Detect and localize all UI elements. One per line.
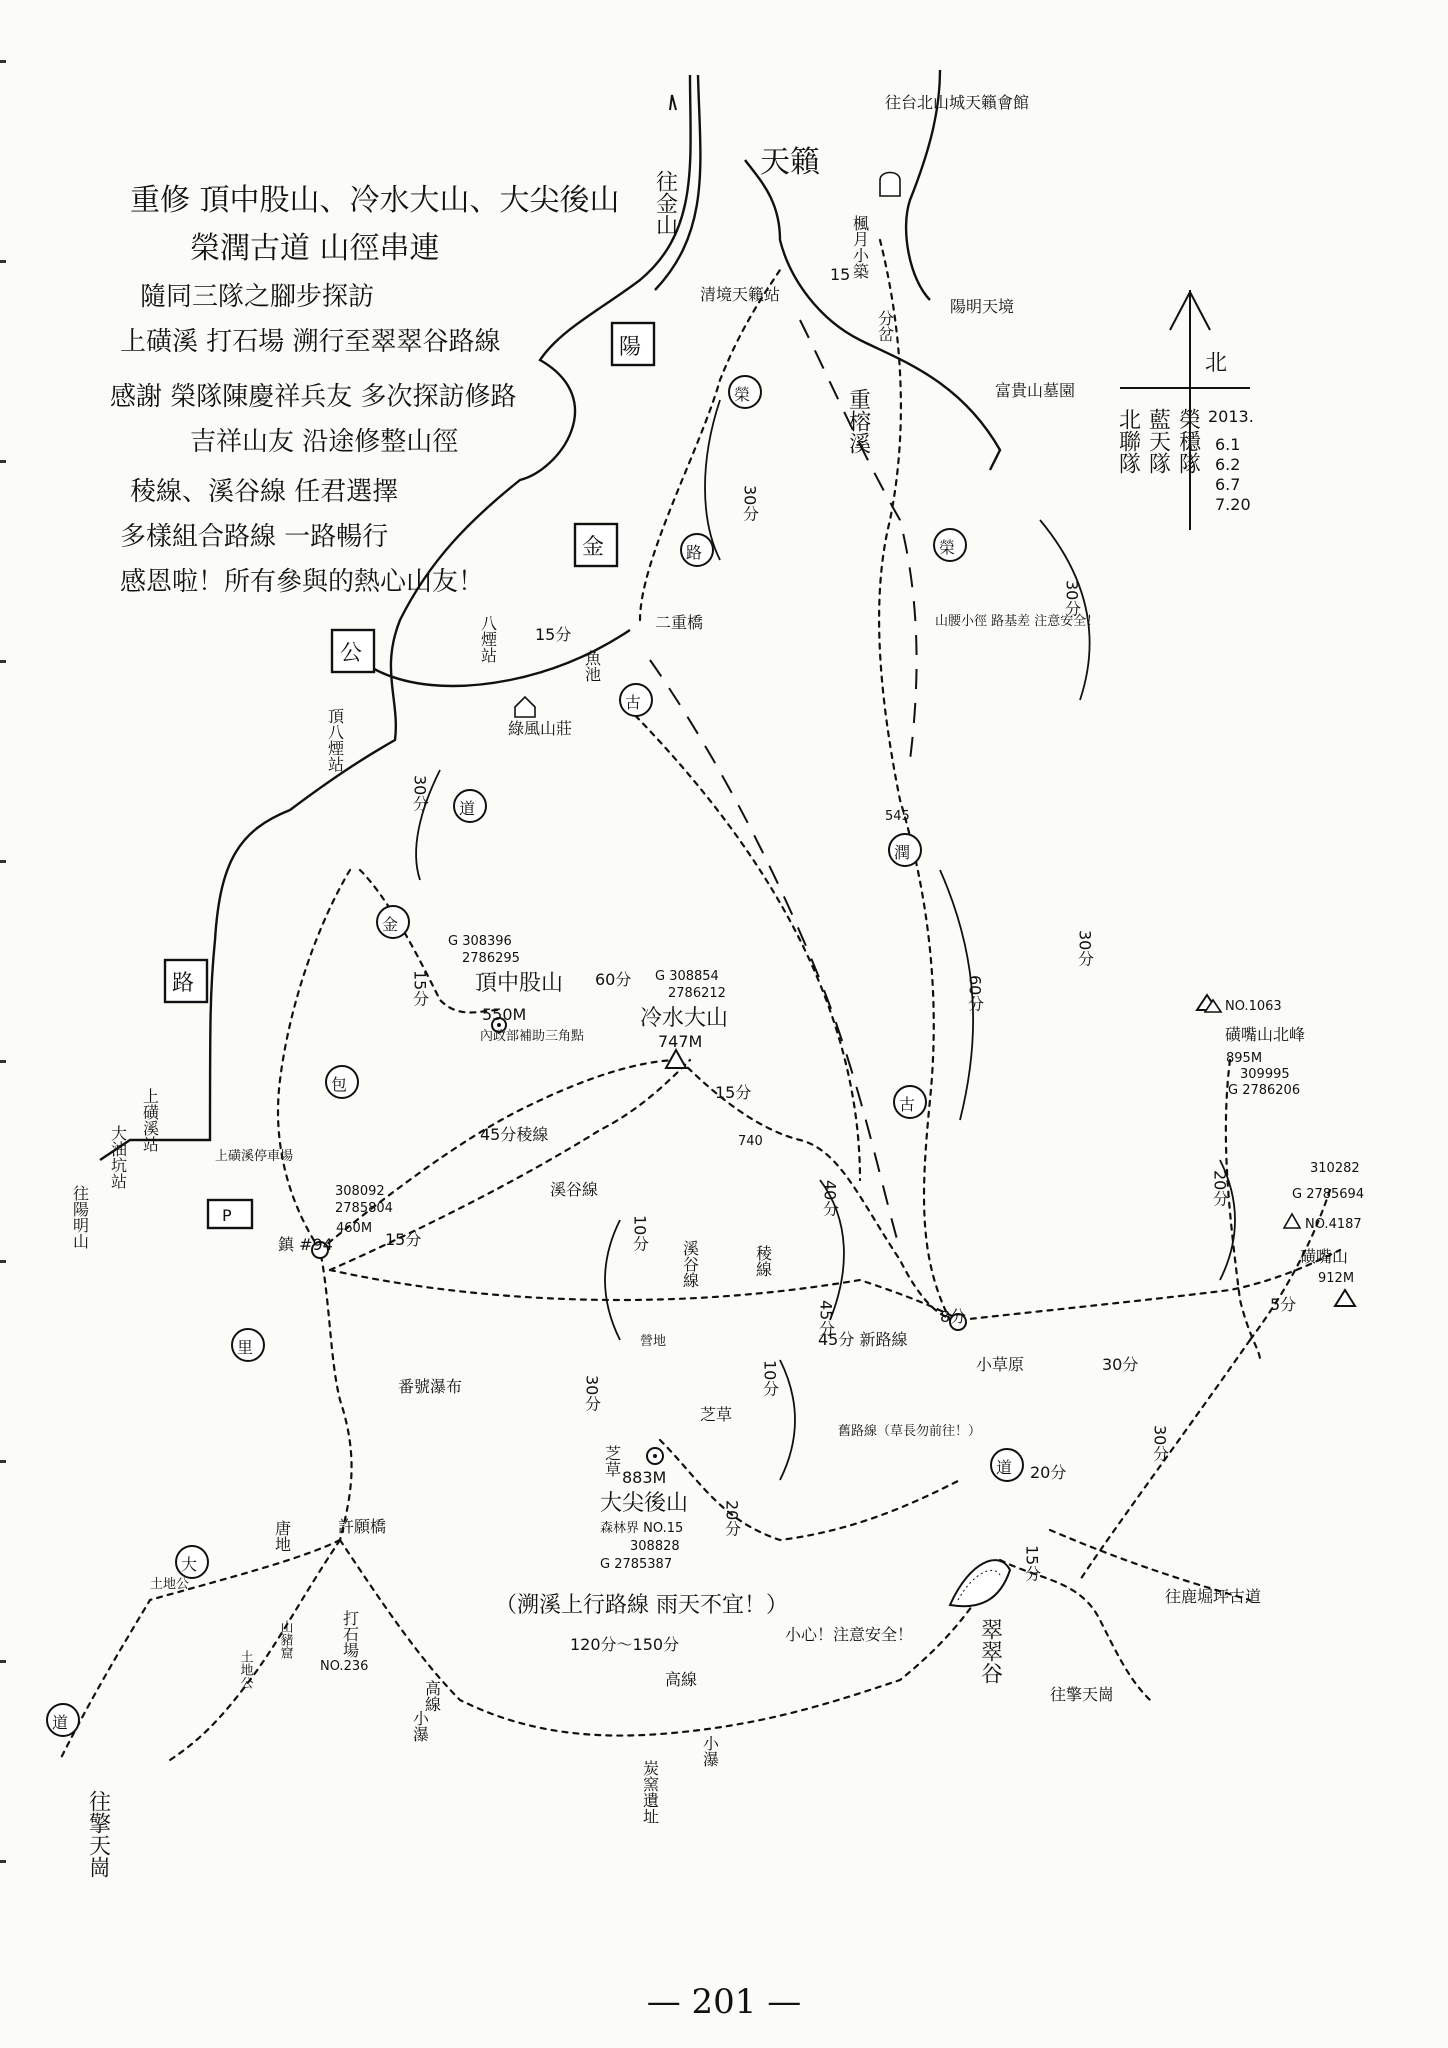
time-t40: 40分 bbox=[820, 1180, 840, 1217]
label-dajian-pt: 森林界 NO.15 bbox=[600, 1521, 684, 1536]
label-zhicao-1: 芝草 bbox=[700, 1405, 733, 1424]
trail-middle-ridge bbox=[620, 700, 860, 1180]
binder-tick bbox=[0, 1660, 6, 1663]
binder-tick bbox=[0, 60, 6, 63]
label-hz-no: NO.4187 bbox=[1305, 1217, 1362, 1232]
arc-10a bbox=[605, 1220, 620, 1340]
label-ridge-route: 稜線 bbox=[753, 1245, 773, 1277]
legend-year: 2013. bbox=[1208, 407, 1254, 426]
label-tudigong-1: 土地公 bbox=[150, 1577, 190, 1592]
label-huangzui-north: 磺嘴山北峰 bbox=[1225, 1025, 1306, 1044]
time-t15a: 15 bbox=[830, 265, 851, 284]
lengshui-peak-marker bbox=[666, 1050, 686, 1068]
label-pt545: 545 bbox=[885, 809, 910, 824]
label-jiyu-bridge: 許願橋 bbox=[338, 1517, 387, 1536]
time-t30a: 30分 bbox=[740, 485, 760, 522]
label-tianlai: 天籟 bbox=[760, 145, 820, 180]
box-gong-text: 公 bbox=[340, 641, 363, 666]
circle-gu-text: 古 bbox=[625, 693, 642, 712]
legend-team-1: 北聯隊 bbox=[1115, 408, 1141, 474]
label-lengshui-g1: G 308854 bbox=[655, 969, 719, 984]
trail-bayan-north bbox=[640, 270, 780, 620]
dajian-peak-dot bbox=[653, 1454, 657, 1458]
stream-dash-long bbox=[650, 660, 900, 1250]
arc-30a bbox=[705, 400, 720, 560]
label-town94: 鎮 #94 bbox=[278, 1235, 333, 1254]
time-t15f: 15分 bbox=[410, 970, 430, 1007]
time-t10b: 10分 bbox=[760, 1360, 780, 1397]
box-lu-text: 路 bbox=[172, 971, 195, 996]
time-t10a: 10分 bbox=[630, 1215, 650, 1252]
circle-dao2-text: 道 bbox=[52, 1713, 69, 1732]
binder-tick bbox=[0, 460, 6, 463]
label-hn-h: 895M bbox=[1226, 1051, 1263, 1066]
binder-tick bbox=[0, 860, 6, 863]
parking-p: P bbox=[222, 1206, 232, 1225]
trail-town-to-dajian bbox=[330, 1270, 960, 1320]
arrow-to-jinshan bbox=[670, 95, 676, 110]
binder-tick bbox=[0, 1460, 6, 1463]
arc-10b bbox=[780, 1360, 795, 1480]
label-town-g1: 308092 bbox=[335, 1184, 385, 1199]
label-old-route: 舊路線（草長勿前往！） bbox=[838, 1424, 982, 1439]
label-time-note: 120分～150分 bbox=[570, 1635, 680, 1654]
label-valley-route: 溪谷線 bbox=[680, 1240, 700, 1288]
trail-huangzui-north bbox=[1226, 1060, 1260, 1360]
label-cuicuigu: 翠翠谷 bbox=[977, 1618, 1003, 1684]
label-lengshui-g2: 2786212 bbox=[668, 986, 726, 1001]
circle-da-text: 大 bbox=[181, 1555, 198, 1574]
label-dingzhong: 頂中股山 bbox=[475, 971, 564, 996]
label-creek-note: （溯溪上行路線 雨天不宜！） bbox=[495, 1593, 788, 1618]
circle-bao-text: 包 bbox=[331, 1075, 348, 1094]
header-line-9: 感恩啦！所有參與的熱心山友！ bbox=[120, 567, 485, 597]
label-dajian-g1: 308828 bbox=[630, 1539, 680, 1554]
header-line-3: 隨同三隊之腳步探訪 bbox=[140, 282, 375, 312]
box-yang-text: 陽 bbox=[619, 335, 642, 360]
label-taipei-hall: 往台北山城天籟會館 bbox=[885, 93, 1030, 112]
label-bayan: 八煙站 bbox=[478, 615, 498, 663]
label-lengshui-h: 747M bbox=[658, 1032, 703, 1051]
label-dingzhong-pt: 內政部補助三角點 bbox=[480, 1029, 585, 1044]
rongrun-east-trail bbox=[879, 240, 950, 1320]
label-hz-g1: 310282 bbox=[1310, 1161, 1360, 1176]
time-t20c: 20分 bbox=[722, 1500, 742, 1537]
circle-lu2-text: 路 bbox=[686, 543, 703, 562]
time-t30d: 30分 bbox=[582, 1375, 602, 1412]
label-lengshui: 冷水大山 bbox=[640, 1006, 729, 1031]
binder-tick bbox=[0, 1860, 6, 1863]
villa-icon bbox=[515, 697, 535, 717]
time-t20b: 20分 bbox=[1030, 1463, 1067, 1482]
label-tudigong-2: 土地公 bbox=[237, 1650, 253, 1689]
label-dajian: 大尖後山 bbox=[600, 1491, 689, 1516]
time-t5: 5分 bbox=[1270, 1295, 1297, 1314]
time-t30b: 30分 bbox=[1062, 580, 1082, 617]
label-parking: 上磺溪停車場 bbox=[215, 1149, 294, 1164]
label-no236: NO.236 bbox=[320, 1659, 369, 1674]
label-fen: 分岔 bbox=[875, 310, 895, 342]
north-label: 北 bbox=[1205, 351, 1228, 376]
circle-rong2-text: 榮 bbox=[939, 538, 956, 557]
header-line-1: 重修 頂中股山、冷水大山、大尖後山 bbox=[130, 183, 620, 218]
circle-jin2-text: 金 bbox=[382, 915, 399, 934]
label-dingzhong-g2: 2786295 bbox=[462, 951, 520, 966]
label-to-jinshan: 往金山 bbox=[652, 170, 678, 236]
circle-dao3-text: 道 bbox=[996, 1458, 1013, 1477]
time-t15e: 15分 bbox=[385, 1230, 422, 1249]
label-erzhongqiao: 二重橋 bbox=[655, 613, 704, 632]
label-dashizhang: 打石場 bbox=[340, 1610, 360, 1658]
trail-ridge bbox=[320, 1060, 680, 1250]
label-to-yangming: 往陽明山 bbox=[70, 1185, 90, 1249]
label-fuguishan: 富貴山墓園 bbox=[995, 381, 1076, 400]
circle-run-text: 潤 bbox=[894, 843, 911, 862]
huangzui-marker bbox=[1335, 1290, 1355, 1306]
page-number: — 201 — bbox=[646, 1982, 802, 2022]
label-qingtian: 清境天籟站 bbox=[700, 285, 781, 304]
label-740: 740 bbox=[738, 1134, 763, 1149]
label-xiaocaoyuan: 小草原 bbox=[976, 1355, 1025, 1374]
circle-li-text: 里 bbox=[237, 1338, 254, 1357]
time-t30e: 30分 bbox=[1102, 1355, 1139, 1374]
label-waterfall-2: 小瀑 bbox=[700, 1735, 720, 1767]
label-hz-h: 912M bbox=[1318, 1271, 1355, 1286]
header-line-2: 榮潤古道 山徑串連 bbox=[190, 231, 440, 266]
label-datoukeng: 大油坑站 bbox=[108, 1125, 128, 1189]
label-ridge45: 45分稜線 bbox=[480, 1125, 549, 1144]
binder-tick bbox=[0, 1260, 6, 1263]
label-hn-g2: G 2786206 bbox=[1228, 1083, 1301, 1098]
label-dingbayan: 頂八煙站 bbox=[325, 708, 345, 772]
lodge-icon bbox=[880, 173, 900, 197]
label-to-qingtian-2: 往擎天崗 bbox=[85, 1790, 111, 1878]
label-camp: 營地 bbox=[640, 1334, 667, 1349]
label-waterfall-1: 小瀑 bbox=[410, 1710, 430, 1742]
time-t8: 8分 bbox=[940, 1307, 967, 1326]
legend-date-3: 6.7 bbox=[1215, 475, 1241, 494]
header-line-8: 多樣組合路線 一路暢行 bbox=[120, 522, 389, 552]
binder-tick bbox=[0, 660, 6, 663]
label-shigu: 唐地 bbox=[272, 1520, 292, 1552]
header-line-7: 稜線、溪谷線 任君選擇 bbox=[130, 477, 399, 507]
label-charcoal: 炭窯遺址 bbox=[640, 1760, 660, 1824]
header-notes bbox=[110, 183, 620, 597]
box-jin-text: 金 bbox=[582, 535, 605, 560]
label-hz-g2: G 2785694 bbox=[1292, 1187, 1365, 1202]
legend-date-1: 6.1 bbox=[1215, 435, 1241, 454]
label-to-lumao: 往鹿堀坪古道 bbox=[1165, 1587, 1262, 1606]
legend-date-4: 7.20 bbox=[1215, 495, 1251, 514]
label-yuchi: 魚池 bbox=[582, 650, 602, 682]
time-t30c: 30分 bbox=[410, 775, 430, 812]
label-highline-2: 高線 bbox=[665, 1670, 698, 1689]
label-town-g2: 2785804 bbox=[335, 1201, 393, 1216]
circle-dao-text: 道 bbox=[459, 799, 476, 818]
place-labels bbox=[71, 93, 1365, 1878]
label-narrow-path: 山腰小徑 路基差 注意安全！ bbox=[935, 614, 1100, 629]
chongshi-stream-line bbox=[800, 320, 917, 760]
label-yueshan: 楓月小築 bbox=[850, 215, 870, 279]
label-highline-1: 高線 bbox=[422, 1680, 442, 1712]
time-t30g: 30分 bbox=[1075, 930, 1095, 967]
time-t15c: 15分 bbox=[715, 1083, 752, 1102]
label-dajian-h: 883M bbox=[622, 1468, 667, 1487]
time-t60a: 60分 bbox=[965, 975, 985, 1012]
label-valley-line: 溪谷線 bbox=[550, 1180, 599, 1199]
label-hn-g1: 309995 bbox=[1240, 1067, 1290, 1082]
label-dajian-g2: G 2785387 bbox=[600, 1557, 673, 1572]
circle-rong-text: 榮 bbox=[734, 385, 751, 404]
label-shanghuang: 上磺溪站 bbox=[140, 1088, 160, 1152]
header-line-5: 感謝 榮隊陳慶祥兵友 多次探訪修路 bbox=[110, 382, 517, 412]
label-zhicao-2: 芝草 bbox=[602, 1445, 622, 1477]
label-chongshi-stream: 重榕溪 bbox=[845, 388, 871, 454]
label-new-route: 45分 新路線 bbox=[818, 1330, 908, 1349]
time-t60b: 60分 bbox=[595, 970, 632, 989]
label-town-h: 460M bbox=[336, 1221, 373, 1236]
header-line-6: 吉祥山友 沿途修整山徑 bbox=[190, 427, 459, 457]
huangzui-no-marker bbox=[1284, 1214, 1300, 1228]
legend-team-2: 藍天隊 bbox=[1145, 408, 1171, 474]
time-t30f: 30分 bbox=[1150, 1425, 1170, 1462]
time-t15d: 15分 bbox=[1022, 1545, 1042, 1582]
legend-team-3: 榮穩隊 bbox=[1175, 408, 1201, 474]
label-safety: 小心！注意安全！ bbox=[785, 1625, 914, 1644]
label-sanzhuang: 綠風山莊 bbox=[508, 719, 573, 738]
time-t45: 45分 bbox=[816, 1300, 836, 1337]
circle-gu2-text: 古 bbox=[899, 1095, 916, 1114]
binder-tick bbox=[0, 260, 6, 263]
label-yangming-tianjing: 陽明天境 bbox=[950, 297, 1015, 316]
trail-dajian-south bbox=[660, 1440, 960, 1540]
cuicuigu-pond bbox=[950, 1560, 1010, 1606]
label-to-qingtian: 往擎天崗 bbox=[1050, 1685, 1115, 1704]
legend-date-2: 6.2 bbox=[1215, 455, 1241, 474]
label-tri-no: NO.1063 bbox=[1225, 999, 1282, 1014]
label-fan-waterfall: 番號瀑布 bbox=[398, 1377, 463, 1396]
time-t20: 20分 bbox=[1210, 1170, 1230, 1207]
label-dingzhong-g1: G 308396 bbox=[448, 934, 512, 949]
label-huangzui: 磺嘴山 bbox=[1300, 1247, 1349, 1266]
label-stone-hut: 山豬窟 bbox=[277, 1620, 293, 1659]
time-t15b: 15分 bbox=[535, 625, 572, 644]
label-dingzhong-h: 550M bbox=[482, 1005, 527, 1024]
binder-tick bbox=[0, 1060, 6, 1063]
legend-teams bbox=[1116, 407, 1254, 514]
header-line-4: 上磺溪 打石場 溯行至翠翠谷路線 bbox=[120, 327, 501, 357]
